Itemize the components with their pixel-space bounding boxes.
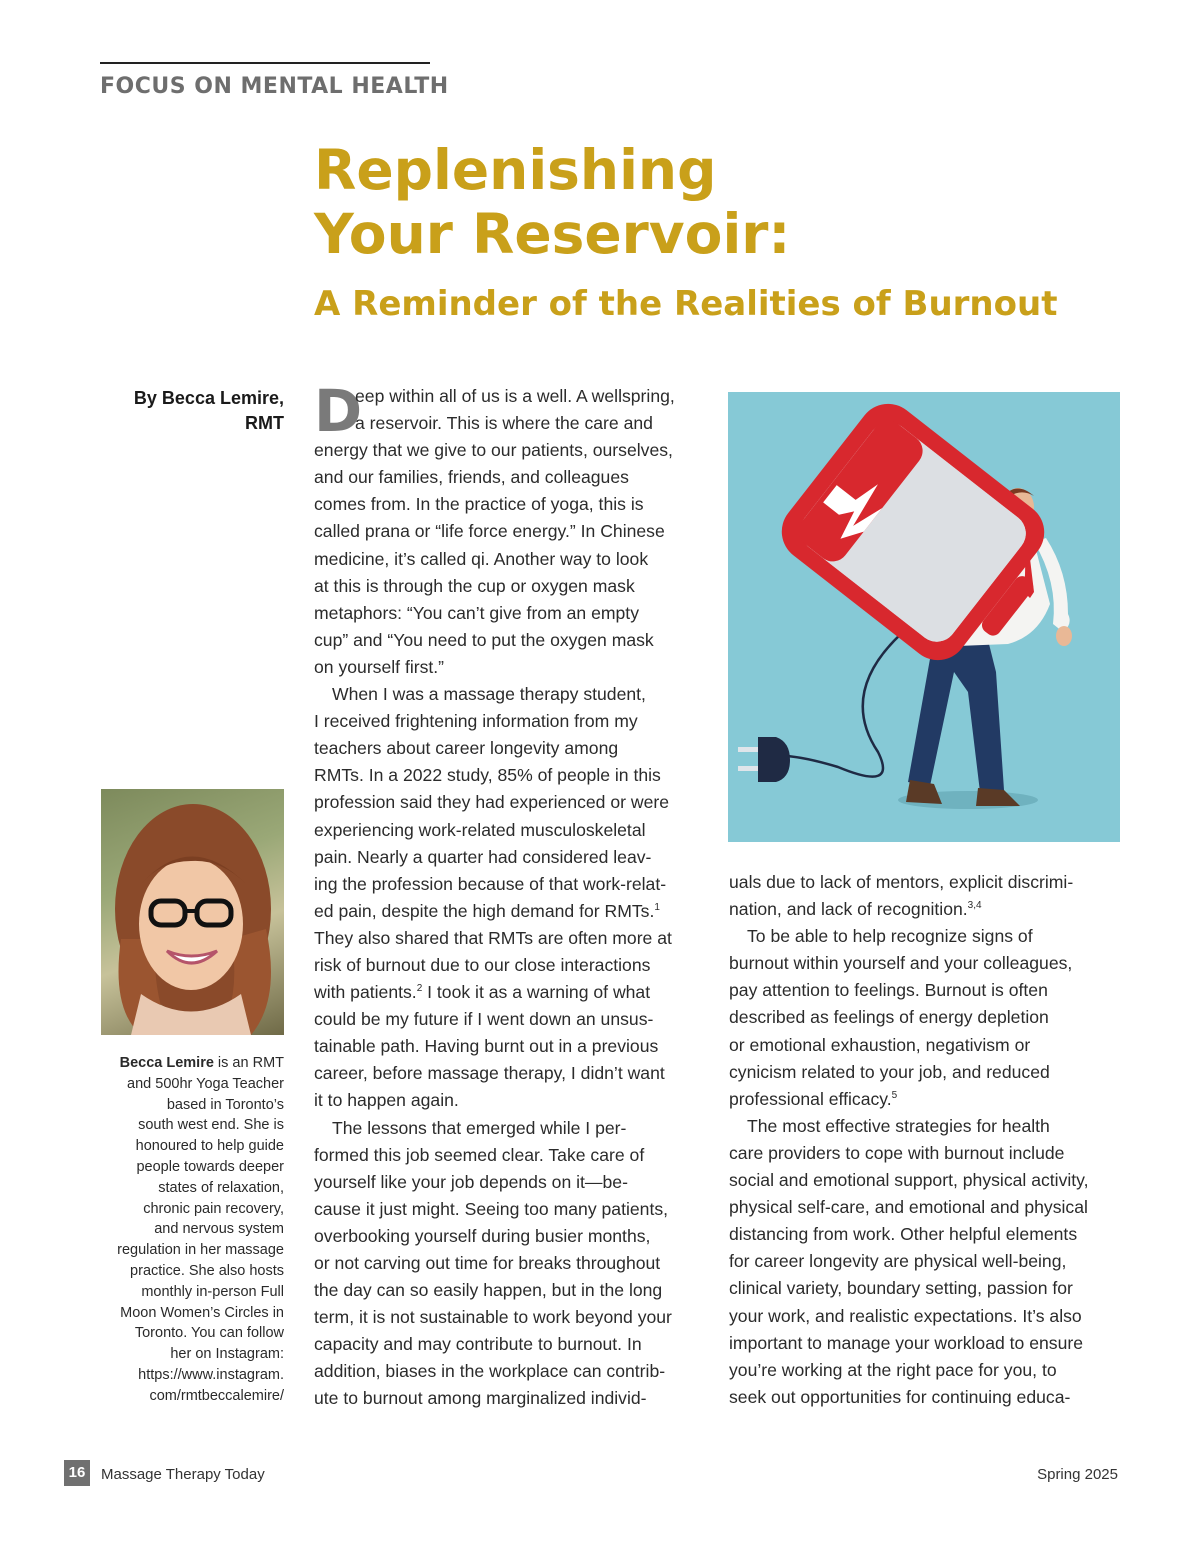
body-line: on yourself first.” bbox=[314, 656, 445, 677]
bio-line: and nervous system bbox=[154, 1221, 284, 1238]
body-line: cause it just might. Seeing too many patients, bbox=[314, 1198, 669, 1219]
drop-cap: D bbox=[314, 377, 363, 445]
body-line: pain. Nearly a quarter had considered leav- bbox=[314, 846, 652, 867]
issue-date: Spring 2025 bbox=[1037, 1466, 1118, 1483]
bio-line: regulation in her massage bbox=[117, 1242, 284, 1259]
bio-line bbox=[100, 1053, 284, 1074]
body-line-text: professional efficacy. bbox=[729, 1088, 892, 1109]
body-line: energy that we give to our patients, ourselves, bbox=[314, 440, 673, 461]
body-line: RMTs. In a 2022 study, 85% of people in this bbox=[314, 765, 661, 786]
body-line: profession said they had experienced or were bbox=[314, 792, 670, 813]
body-line: important to manage your workload to ensure bbox=[729, 1332, 1084, 1353]
body-line: term, it is not sustainable to work beyond your bbox=[314, 1307, 672, 1328]
author-bio bbox=[100, 1053, 284, 1407]
body-line-text: ed pain, despite the high demand for RMTs. bbox=[314, 900, 655, 921]
body-line: When I was a massage therapy student, bbox=[332, 684, 646, 705]
body-line-text: I took it as a warning of what bbox=[422, 982, 651, 1003]
body-line: To be able to help recognize signs of bbox=[747, 926, 1033, 947]
body-line: risk of burnout due to our close interactions bbox=[314, 954, 651, 975]
body-line: clinical variety, boundary setting, passion for bbox=[729, 1278, 1073, 1299]
body-line-text: with patients. bbox=[314, 982, 417, 1003]
bio-line: Moon Women’s Circles in bbox=[120, 1304, 284, 1321]
bio-line: chronic pain recovery, bbox=[143, 1200, 284, 1217]
article-column-1 bbox=[314, 377, 709, 1413]
body-line: overbooking yourself during busier months, bbox=[314, 1225, 651, 1246]
page-number: 16 bbox=[64, 1460, 90, 1486]
body-line bbox=[314, 979, 709, 1006]
body-line: addition, biases in the workplace can contrib- bbox=[314, 1361, 666, 1382]
body-line: or emotional exhaustion, negativism or bbox=[729, 1034, 1031, 1055]
title-line: Your Reservoir: bbox=[314, 202, 791, 266]
body-line bbox=[729, 1086, 1124, 1113]
bio-line: people towards deeper bbox=[136, 1158, 284, 1175]
body-line: yourself like your job depends on it—be- bbox=[314, 1171, 628, 1192]
body-line: physical self-care, and emotional and physical bbox=[729, 1197, 1088, 1218]
body-line: comes from. In the practice of yoga, this is bbox=[314, 494, 644, 515]
body-line: it to happen again. bbox=[314, 1090, 459, 1111]
body-line: eep within all of us is a well. A wellspring, bbox=[355, 386, 675, 406]
body-line: could be my future if I went down an unsus- bbox=[314, 1009, 654, 1030]
bio-line: south west end. She is bbox=[138, 1117, 284, 1134]
bio-line-tail: is an RMT bbox=[213, 1055, 284, 1071]
portrait-illustration bbox=[101, 789, 284, 1035]
bio-link[interactable]: com/rmtbeccalemire/ bbox=[149, 1387, 284, 1404]
body-line: career, before massage therapy, I didn’t want bbox=[314, 1063, 665, 1084]
body-line: They also shared that RMTs are often more at bbox=[314, 927, 672, 948]
article-column-2 bbox=[729, 869, 1124, 1411]
body-line: The lessons that emerged while I per- bbox=[332, 1117, 627, 1138]
body-line: teachers about career longevity among bbox=[314, 738, 619, 759]
bio-link[interactable]: https://www.instagram. bbox=[138, 1366, 284, 1383]
bio-line: her on Instagram: bbox=[170, 1346, 284, 1363]
article-title bbox=[314, 138, 790, 266]
article-subtitle: A Reminder of the Realities of Burnout bbox=[314, 284, 1058, 324]
body-line: ute to burnout among marginalized individ- bbox=[314, 1388, 647, 1409]
burnout-illustration bbox=[728, 392, 1120, 842]
byline bbox=[100, 386, 284, 436]
footnote-ref: 1 bbox=[654, 901, 660, 913]
bio-line: based in Toronto’s bbox=[166, 1096, 284, 1113]
footnote-ref: 2 bbox=[416, 983, 423, 995]
author-portrait bbox=[101, 789, 284, 1035]
body-line bbox=[314, 898, 709, 925]
bio-line: states of relaxation, bbox=[158, 1179, 284, 1196]
body-line: seek out opportunities for continuing educa- bbox=[729, 1386, 1071, 1407]
footnote-ref: 3,4 bbox=[967, 900, 982, 912]
body-line: experiencing work-related musculoskeletal bbox=[314, 819, 646, 840]
body-line: or not carving out time for breaks throughout bbox=[314, 1253, 661, 1273]
body-line: care providers to cope with burnout include bbox=[729, 1142, 1065, 1163]
header-rule bbox=[100, 62, 430, 64]
body-line: described as feelings of energy depletion bbox=[729, 1007, 1049, 1028]
body-line: tainable path. Having burnt out in a previous bbox=[314, 1036, 659, 1057]
body-line: uals due to lack of mentors, explicit discrimi- bbox=[729, 872, 1074, 892]
body-line: metaphors: “You can’t give from an empty bbox=[314, 602, 639, 623]
body-line: and our families, friends, and colleagues bbox=[314, 467, 629, 488]
body-line-text: nation, and lack of recognition. bbox=[729, 899, 968, 920]
body-line: called prana or “life force energy.” In Chinese bbox=[314, 521, 665, 542]
body-line: your work, and realistic expectations. It’s also bbox=[729, 1305, 1082, 1326]
body-line: a reservoir. This is where the care and bbox=[355, 413, 653, 434]
bio-line: practice. She also hosts bbox=[130, 1262, 284, 1279]
publication-name: Massage Therapy Today bbox=[101, 1466, 265, 1483]
body-line: you’re working at the right pace for you, to bbox=[729, 1359, 1057, 1380]
body-line: medicine, it’s called qi. Another way to look bbox=[314, 548, 649, 569]
body-line: at this is through the cup or oxygen mask bbox=[314, 575, 635, 596]
bio-author-name: Becca Lemire bbox=[119, 1055, 214, 1071]
body-line: burnout within yourself and your colleagues, bbox=[729, 953, 1073, 974]
body-line: cup” and “You need to put the oxygen mask bbox=[314, 629, 654, 650]
body-line: distancing from work. Other helpful elements bbox=[729, 1224, 1078, 1245]
section-label: FOCUS ON MENTAL HEALTH bbox=[100, 74, 449, 99]
byline-line: By Becca Lemire, bbox=[133, 388, 284, 408]
body-line: cynicism related to your job, and reduced bbox=[729, 1061, 1050, 1082]
battery-man-illustration bbox=[728, 392, 1120, 842]
bio-line: monthly in-person Full bbox=[141, 1283, 284, 1300]
title-line: Replenishing bbox=[314, 138, 717, 202]
bio-line: Toronto. You can follow bbox=[134, 1325, 284, 1342]
bio-line: honoured to help guide bbox=[135, 1138, 284, 1155]
byline-line: RMT bbox=[245, 413, 284, 433]
body-line: for career longevity are physical well-being, bbox=[729, 1251, 1067, 1272]
body-line: I received frightening information from my bbox=[314, 711, 638, 732]
body-line: ing the profession because of that work-relat- bbox=[314, 873, 667, 894]
body-line: pay attention to feelings. Burnout is often bbox=[729, 980, 1048, 1001]
body-line: The most effective strategies for health bbox=[747, 1115, 1050, 1136]
body-line: formed this job seemed clear. Take care of bbox=[314, 1144, 645, 1165]
body-line: social and emotional support, physical activity, bbox=[729, 1170, 1089, 1191]
footnote-ref: 5 bbox=[891, 1089, 898, 1101]
bio-line: and 500hr Yoga Teacher bbox=[127, 1075, 284, 1092]
body-line: capacity and may contribute to burnout. In bbox=[314, 1334, 642, 1355]
body-line bbox=[729, 896, 1124, 923]
body-line: the day can so easily happen, but in the long bbox=[314, 1280, 663, 1301]
